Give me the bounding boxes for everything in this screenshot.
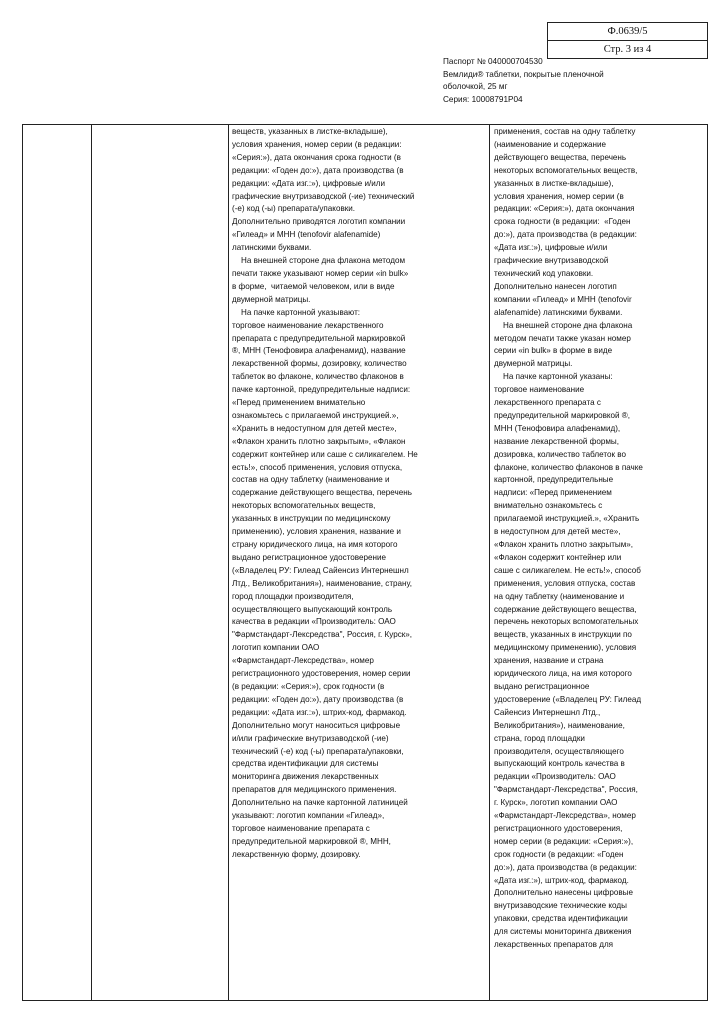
passport-number: Паспорт № 040000704530 [443,57,543,66]
batch-number: Серия: 10008791P04 [443,94,523,104]
text-line: «Флакон хранить плотно закрытым», [494,540,634,549]
text-line: пачке картонной, предупредительные надписи: [232,385,411,395]
text-line: графические внутризаводской [494,256,609,266]
text-line: в недоступном для детей месте», [494,527,621,537]
text-line: торговое наименование лекарственного [232,320,384,330]
text-line: номер серии (в редакции: «Серия:»), [494,836,634,846]
text-line: удостоверение («Владелец РУ: Гилеад [494,694,642,704]
text-line: действующего вещества, перечень [494,152,627,162]
text-line: осуществляющего выпускающий контроль [232,604,393,614]
text-line: компании «Гилеад» и МНН (tenofovir [494,294,632,304]
text-line: лекарственную форму, дозировку. [232,849,361,859]
text-line: условия хранения, номер серии (в редакции: [232,139,402,149]
text-line: прилагаемой инструкцией.», «Хранить [494,514,640,524]
text-line: Великобритания»), наименование, [494,720,625,730]
text-line: «Дата изг.:»), цифровые и/или [494,243,608,253]
text-line: город площадки производителя, [232,591,354,601]
text-line: указывают: логотип компании «Гилеад», [232,811,385,821]
text-line: (наименование и содержание [494,139,607,149]
text-line: редакции: «Дата изг.:»), цифровые и/или [232,178,386,188]
text-line: серии «in bulk» в форме в виде [494,346,613,356]
text-line: На внешней стороне дна флакона методом [232,256,406,266]
text-line: срок годности (в редакции: «Годен [494,849,624,859]
text-line: регистрационного удостоверения, [494,823,623,833]
text-line: "Фармстандарт-Лексредства", Россия, [494,785,638,795]
text-line: Дополнительно нанесен логотип [494,281,617,291]
text-line: редакции: «Дата изг.:»), штрих-код, фармакод. [232,707,407,717]
text-line: лекарственных препаратов для [494,940,614,950]
document-table [22,124,708,1001]
text-line: медицинскому применению), условия [494,643,637,653]
text-line: печати также указывают номер серии «in bulk» [232,268,409,278]
text-line: предупредительной маркировкой ®, [494,410,631,420]
text-line: (-е) код (-ы) препарата/упаковки. [232,204,356,214]
text-line: применения, условия отпуска, состав [494,578,636,588]
column-divider [91,125,92,1000]
text-line: «Серия:»), дата окончания срока годности (в [232,152,401,162]
text-line: качества в редакции «Производитель: ОАО [232,617,396,627]
text-line: ®, МНН (Тенофовира алафенамид), название [232,346,406,356]
text-line: флаконе, количество флаконов в пачке [494,462,643,472]
text-line: некоторых вспомогательных веществ, [494,165,638,175]
text-line: (в редакции: «Серия:»), срок годности (в [232,681,385,691]
text-line: до:»), дата производства (в редакции: [494,862,637,872]
text-line: внимательно ознакомьтесь с [494,501,603,511]
text-line: таблеток во флаконе, количество флаконов в [232,372,404,382]
text-line: предупредительной маркировкой ®, МНН, [232,836,391,846]
text-line: упаковки, средства идентификации [494,914,628,924]
text-line: саше с силикагелем. Не есть!», способ [494,565,641,575]
text-line: «Перед применением внимательно [232,398,366,408]
text-line: веществ, указанных в листке-вкладыше), [232,127,388,136]
text-line: Лтд., Великобритания»), наименование, страну, [232,578,413,588]
text-line: графические внутризаводской (-ие) технический [232,191,415,201]
text-line: условия хранения, номер серии (в [494,191,624,201]
text-line: торговое наименование препарата с [232,823,370,833]
text-line: применению), условия хранения, название и [232,527,401,537]
text-line: есть!», способ применения, условия отпуска, [232,462,403,472]
text-line: г. Курск», логотип компании ОАО [494,798,618,808]
text-line: содержание действующего вещества, перечень [232,488,412,498]
text-line: хранения, название и страна [494,656,604,666]
text-line: применения, состав на одну таблетку [494,127,636,136]
text-line: надписи: «Перед применением [494,488,612,498]
text-line: страну юридического лица, на имя которого [232,540,398,549]
column-divider [228,125,229,1000]
text-line: латинскими буквами. [232,243,312,253]
page-number: Стр. 3 из 4 [548,40,707,58]
text-line: производителя, осуществляющего [494,746,624,756]
text-line: Дополнительно приводятся логотип компании [232,217,406,227]
text-line: редакции: «Серия:»), дата окончания [494,204,635,214]
text-line: препарата с предупредительной маркировкой [232,333,406,343]
text-line: торговое наименование [494,385,585,395]
text-line: выпускающий контроль качества в [494,759,625,769]
text-line: методом печати также указан номер [494,333,631,343]
form-code-box [547,22,708,59]
text-line: («Владелец РУ: Гилеад Сайенсиз Интернешнл [232,565,409,575]
text-line: указанных в листке-вкладыше), [494,178,614,188]
text-line: содержит контейнер или саше с силикагелем. Не [232,449,418,459]
text-line: регистрационного удостоверения, номер серии [232,669,411,679]
text-line: МНН (Тенофовира алафенамид), [494,423,621,433]
text-line: "Фармстандарт-Лексредства", Россия, г. Курск», [232,630,413,640]
text-line: ознакомьтесь с прилагаемой инструкцией.», [232,410,399,420]
text-line: веществ, указанных в инструкции по [494,630,632,640]
text-line: «Флакон хранить плотно закрытым», «Флакон [232,436,406,446]
text-line: alafenamide) латинскими буквами. [494,307,623,317]
text-line: редакции: «Годен до:»), дату производства (в [232,694,404,704]
text-line: редакции: «Годен до:»), дата производства (в [232,165,404,175]
text-line: логотип компании ОАО [232,643,320,653]
text-line: На пачке картонной указаны: [494,372,613,382]
text-line: На пачке картонной указывают: [232,307,361,317]
product-form: оболочкой, 25 мг [443,82,508,91]
text-line: средства идентификации для системы [232,759,379,769]
text-line: лекарственной формы, дозировку, количество [232,359,407,369]
text-line: технический код упаковки. [494,268,594,278]
text-line: название лекарственной формы, [494,436,619,446]
text-line: «Дата изг.:»), штрих-код, фармакод. [494,875,629,885]
product-name: Вемлиди® таблетки, покрытые пленочной [443,69,604,79]
text-line: «Фармстандарт-Лексредства», номер [494,811,636,821]
text-line: препаратов для медицинского применения. [232,785,397,795]
text-line: «Хранить в недоступном для детей месте», [232,423,397,433]
text-line: картонной, предупредительные [494,475,614,485]
text-line: состав на одну таблетку (наименование и [232,475,390,485]
text-line: до:»), дата производства (в редакции: [494,230,637,240]
text-line: срока годности (в редакции: «Годен [494,217,631,227]
text-line: выдано регистрационное [494,681,590,691]
text-line: «Флакон содержит контейнер или [494,552,622,562]
text-line: и/или графические внутризаводской (-ие) [232,733,389,743]
text-line: юридического лица, на имя которого [494,669,632,679]
current-text-column [232,126,487,1000]
text-line: выдано регистрационное удостоверение [232,552,387,562]
text-line: некоторых вспомогательных веществ, [232,501,376,511]
text-line: содержание действующего вещества, [494,604,637,614]
text-line: На внешней стороне дна флакона [494,320,633,330]
text-line: редакции «Производитель: ОАО [494,772,616,782]
text-line: для системы мониторинга движения [494,927,632,937]
text-line: Дополнительно на пачке картонной латиницей [232,798,408,808]
text-line: Дополнительно могут наноситься цифровые [232,720,401,730]
text-line: в форме, читаемой человеком, или в виде [232,281,395,291]
text-line: технический (-е) код (-ы) препарата/упаковки, [232,746,404,756]
text-line: «Фармстандарт-Лексредства», номер [232,656,374,666]
text-line: двумерной матрицы. [494,359,573,369]
text-line: «Гилеад» и МНН (tenofovir alafenamide) [232,230,381,240]
text-line: перечень некоторых вспомогательных [494,617,639,627]
passport-info [443,56,713,106]
text-line: двумерной матрицы. [232,294,311,304]
text-line: страна, город площадки [494,733,585,743]
text-line: лекарственного препарата с [494,398,601,408]
text-line: Дополнительно нанесены цифровые [494,888,633,898]
text-line: внутризаводские технические коды [494,901,627,911]
text-line: на одну таблетку (наименование и [494,591,625,601]
text-line: дозировка, количество таблеток во [494,449,626,459]
proposed-text-column [494,126,706,1000]
text-line: Сайенсиз Интернешнл Лтд., [494,707,601,717]
form-code: Ф.0639/5 [607,26,648,37]
text-line: мониторинга движения лекарственных [232,772,379,782]
column-divider [489,125,490,1000]
text-line: указанных в инструкции по медицинскому [232,514,391,524]
